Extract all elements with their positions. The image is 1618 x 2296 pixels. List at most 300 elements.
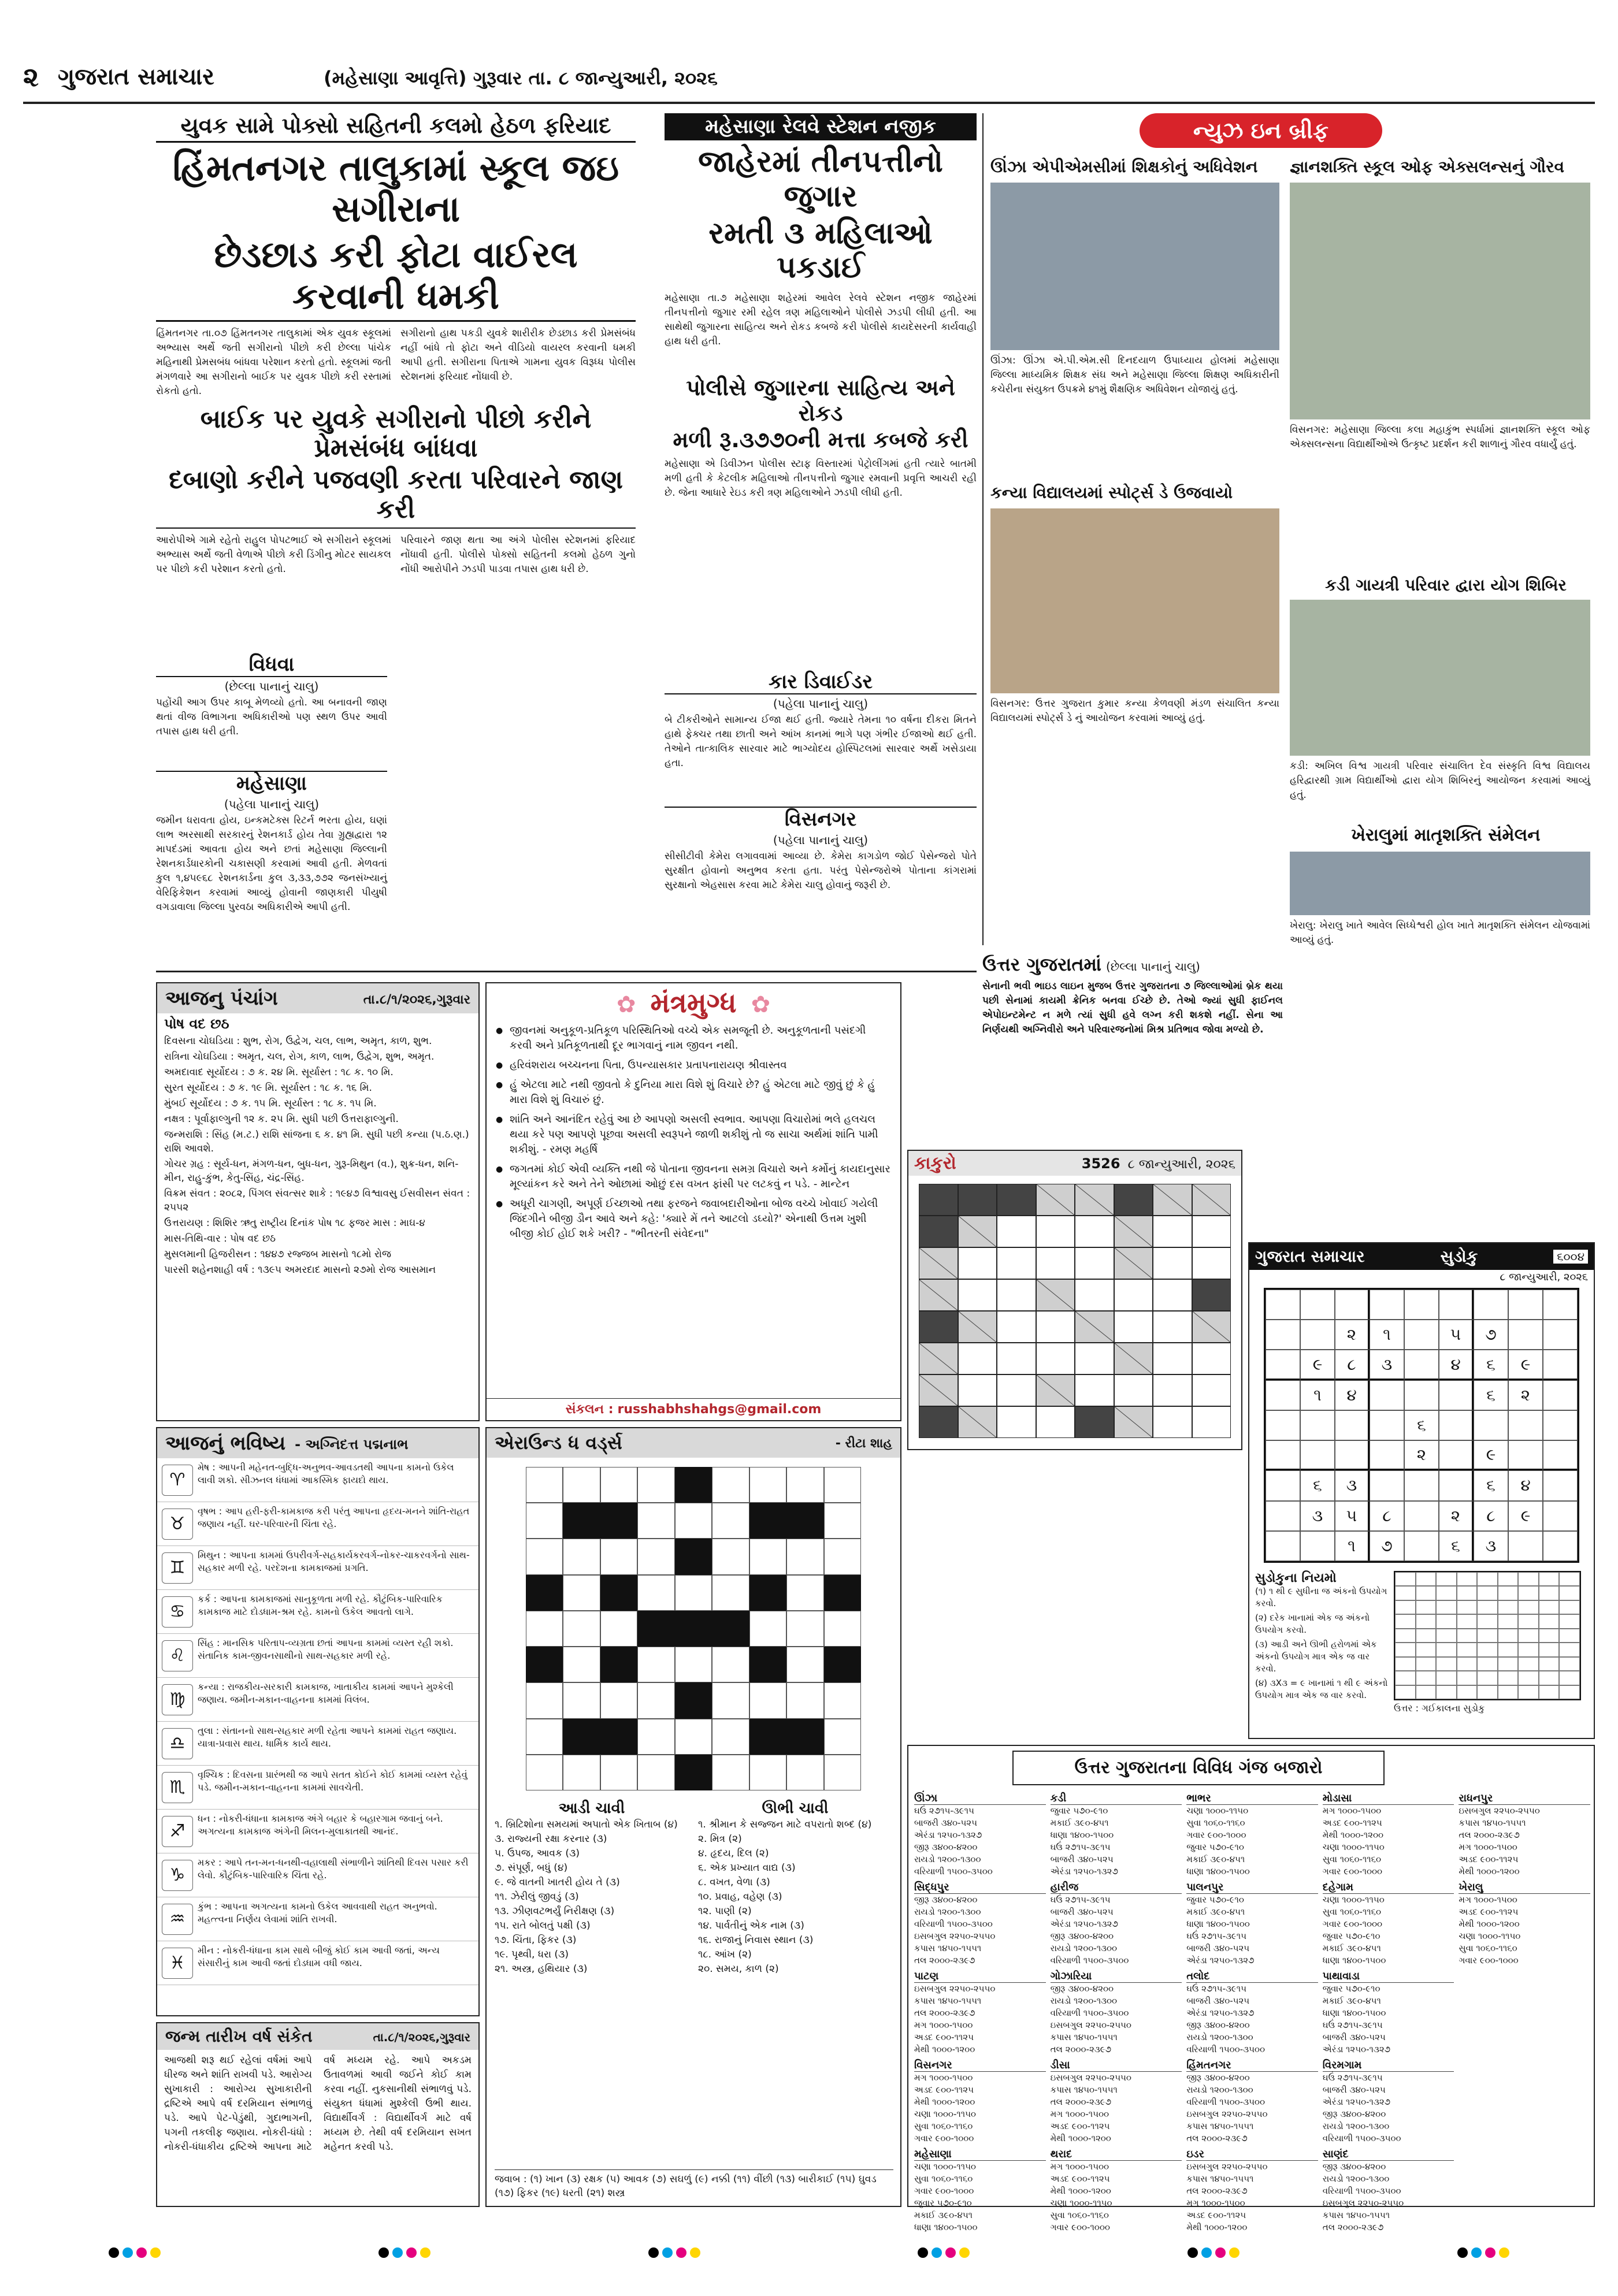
sudoku-answer-cell (1416, 1572, 1437, 1586)
crossword-cell (824, 1611, 861, 1647)
sudoku-answer-cell (1498, 1572, 1519, 1586)
color-dot (406, 2247, 417, 2258)
sudoku-cell (1404, 1470, 1439, 1500)
crossword-block (712, 1611, 749, 1647)
sudoku-answer-cell (1457, 1671, 1478, 1685)
kakuro-cell (997, 1311, 1036, 1343)
sudoku-cell (1508, 1410, 1543, 1440)
sudoku-cell: ૭ (1474, 1320, 1508, 1350)
crossword-block (600, 1503, 637, 1539)
sudoku-answer-cell (1457, 1572, 1478, 1586)
sudoku-cell: ૬ (1474, 1350, 1508, 1380)
market-rate: ઇસબગુલ ૨૨૫૦-૨૫૫૦ (914, 1931, 996, 1941)
around-title: એરાઉન્ડ ધ વર્ડ્સ (495, 1432, 622, 1454)
bullet-icon: ● (496, 1115, 503, 1124)
zodiac-icon: ♐ (162, 1816, 193, 1847)
market-rate: તલ ૨૦૦૦-૨૩૯૭ (1322, 2222, 1384, 2232)
crossword-cell (786, 1575, 823, 1611)
nib-title: ન્યુઝ ઇન બ્રીફ (1140, 113, 1382, 148)
sudoku-answer-cell (1416, 1600, 1437, 1614)
kakuro-clue-cell (1036, 1184, 1075, 1216)
sudoku-answer-cell (1559, 1600, 1580, 1614)
sudoku-cell (1543, 1350, 1578, 1380)
mantra-quote (496, 1197, 891, 1242)
horoscope-text: વૃશ્ચિક : દિવસના પ્રારંભથી જ આપે સતત કોઈને કોઈ કામમાં વ્યસ્ત રહેવું પડે. જમીન-મકાન-વાહનના કામમાં સાવચેતી. (198, 1769, 467, 1793)
panchang-line: અમદાવાદ સૂર્યોદય : ૭ ક. ૨૪ મિ. સૂર્યાસ્ત : ૧૮ ક. ૧૦ મિ. (164, 1067, 394, 1078)
market-rate: મેથી ૧૦૦૦-૧૨૦૦ (1459, 1919, 1520, 1929)
market-name: હિંમતનગર (1186, 2059, 1318, 2072)
market-rate: વરિયાળી ૧૫૦૦-૩૫૦૦ (914, 1919, 993, 1929)
sudoku-cell (1474, 1290, 1508, 1320)
kakuro-cell (958, 1343, 997, 1374)
market-name: હારીજ (1051, 1881, 1182, 1894)
nib-item5-head: ખેરાલુમાં માતૃશક્તિ સંમેલન (1351, 825, 1541, 845)
panchang-date: તા.૮/૧/૨૦૨૬,ગુરૂવાર (363, 993, 470, 1007)
clue-down: ૧૬. રાજાનું નિવાસ સ્થાન (૩) (698, 1934, 814, 1946)
masthead (23, 58, 1595, 98)
market-rate: જીરૂ ૩૪૦૦-૪૨૦૦ (1050, 1983, 1114, 1994)
kakuro-cell (997, 1216, 1036, 1247)
sudoku-cell (1508, 1320, 1543, 1350)
market-name: રાધનપુર (1459, 1792, 1590, 1805)
crossword-cell (637, 1682, 674, 1718)
crossword-block (675, 1682, 712, 1718)
market-rate: વરિયાળી ૧૫૦૦-૩૫૦૦ (1050, 1955, 1129, 1966)
mantra-quote-text: હરિવંશરાય બચ્ચનના પિતા, ઉપન્યાસકાર પ્રતાપનારાયણ શ્રીવાસ્તવ (510, 1059, 787, 1071)
market-rate: સુવા ૧૦૬૦-૧૧૬૦ (1459, 1943, 1517, 1953)
market-name: કડી (1051, 1792, 1182, 1805)
horoscope-text: મિથુન : આપના કામમાં ઉપરીવર્ગ-સહકાર્યકરવર્ગ-નોકર-ચાકરવર્ગનો સાથ-સહકાર મળી રહે. પરદેશના કામકાજમાં પ્રગતિ. (198, 1549, 470, 1573)
sudoku-answer-cell (1395, 1586, 1416, 1600)
crossword-cell (712, 1682, 749, 1718)
sudoku-answer-cell (1559, 1643, 1580, 1656)
market-rate: જુવાર ૫૭૦-૯૧૦ (1322, 1931, 1381, 1941)
sudoku-cell (1439, 1380, 1474, 1410)
sudoku-answer-cell (1559, 1586, 1580, 1600)
crossword-cell (824, 1682, 861, 1718)
color-dot (136, 2247, 147, 2258)
story-railway-gambling (665, 113, 977, 499)
market-rate: ચણા ૧૦૦૦-૧૧૫૦ (1322, 1842, 1385, 1852)
market-rate: જુવાર ૫૭૦-૯૧૦ (1186, 1842, 1244, 1852)
sudoku-cell (1543, 1470, 1578, 1500)
sudoku-cell: ૨ (1508, 1380, 1543, 1410)
market-rate: અડદ ૯૦૦-૧૧૨૫ (1459, 1907, 1519, 1917)
news-in-brief (982, 113, 1595, 945)
crossword-cell (675, 1719, 712, 1755)
market-rate: તલ ૨૦૦૦-૨૩૯૭ (1050, 2044, 1112, 2054)
crossword-cell (712, 1647, 749, 1682)
sudoku-answer-cell (1477, 1586, 1498, 1600)
market-rate: જીરૂ ૩૪૦૦-૪૨૦૦ (914, 1894, 978, 1905)
birthday-date: તા.૮/૧/૨૦૨૬,ગુરૂવાર (373, 2030, 470, 2044)
around-across-list (495, 1818, 689, 1977)
horoscope-row (157, 1502, 478, 1546)
sudoku-cell (1508, 1440, 1543, 1470)
color-dot (1229, 2247, 1240, 2258)
nib-item2-photo (1290, 183, 1590, 419)
sudoku-answer-cell (1498, 1614, 1519, 1628)
sudoku-cell: ૪ (1508, 1470, 1543, 1500)
market-rate: ઇસબગુલ ૨૨૫૦-૨૫૫૦ (914, 1983, 996, 1994)
ganj-columns (914, 1789, 1590, 2232)
market-rate: કપાસ ૧૪૫૦-૧૫૫૧ (1050, 2085, 1118, 2095)
sudoku-cell (1266, 1470, 1300, 1500)
color-dot (1215, 2247, 1226, 2258)
sudoku-rules (1255, 1585, 1388, 1701)
clue-down: ૬. એક પ્રખ્યાત વાદ્ય (૩) (698, 1862, 796, 1874)
crossword-cell (786, 1467, 823, 1503)
kakuro-clue-cell (919, 1374, 958, 1406)
crossword-cell (712, 1467, 749, 1503)
visnagar-cont: (પહેલા પાનાનું ચાલુ) (773, 833, 869, 847)
market-rate: ચણા ૧૦૦૦-૧૧૫૦ (1459, 1931, 1521, 1941)
story1-body-a: હિંમતનગર તા.૦૭ હિંમતનગર તાલુકામાં એક યુવક સ્કૂલમાં અભ્યાસ અર્થે જતી સગીરાનો પીછો કરી છેલ્લા પાંચેક મહિનાથી પ્રેમસબંધ બાંધવા પરેશાન કરતો હતો. સ્કૂલમાં જતી મંગળવારે આ સગીરાનો બાઈક પર યુવક પીછો કરી રસ્તામાં રોકતો હતો. (156, 327, 391, 397)
brand-name: ગુજરાત સમાચાર (58, 64, 214, 90)
crossword-cell (675, 1575, 712, 1611)
panchang-lines (157, 1034, 478, 1277)
kakuro-clue-cell (1114, 1216, 1153, 1247)
kakuro-cell (1075, 1279, 1114, 1311)
sudoku-answer-cell (1518, 1614, 1539, 1628)
market-name: મહેસાણા (914, 2148, 1046, 2161)
market-rate: કપાસ ૧૪૫૦-૧૫૫૧ (1186, 2174, 1254, 2184)
market-name: ગોઝારિયા (1051, 1970, 1182, 1983)
market-rate: ઘઉં ૨૭૧૫-૩૯૧૫ (1322, 2020, 1383, 2030)
sudoku-cell (1266, 1380, 1300, 1410)
sudoku-answer-cell (1498, 1685, 1519, 1699)
zodiac-icon: ♏ (162, 1772, 193, 1803)
sudoku-cell: ૬ (1474, 1380, 1508, 1410)
market-rate: ચણા ૧૦૦૦-૧૧૫૦ (1186, 1805, 1249, 1816)
bhavishya-list (157, 1458, 478, 1985)
kakuro-block (919, 1406, 958, 1438)
kakuro-clue-cell (958, 1311, 997, 1343)
market-rate: જીરૂ ૩૪૦૦-૪૨૦૦ (1322, 2161, 1386, 2172)
crossword-cell (563, 1682, 600, 1718)
sudoku-answer-cell (1395, 1685, 1416, 1699)
crossword-cell (675, 1647, 712, 1682)
sudoku-answer-cell (1518, 1657, 1539, 1671)
market-rate: વરિયાળી ૧૫૦૦-૩૫૦૦ (1050, 2008, 1129, 2018)
kakuro-cell (1075, 1343, 1114, 1374)
sudoku-cell (1370, 1380, 1404, 1410)
market-rate: અડદ ૯૦૦-૧૧૨૫ (914, 2032, 974, 2042)
nib-item3-body: વિસનગર: ઉત્તર ગુજરાત કુમાર કન્યા કેળવણી મંડળ સંચાલિત કન્યા વિદ્યાલયમાં સ્પોર્ટ્સ ડે નું આયોજન કરવામાં આવ્યું હતું. (990, 698, 1279, 724)
sudoku-cell: ૩ (1335, 1470, 1370, 1500)
birthday-body: આજથી શરૂ થઈ રહેલાં વર્ષમાં આપે ધીરજ અને શાંતિ રાખવી પડે. આરોગ્ય સુખાકારી : આરોગ્ય સુખાકારીની દ્રષ્ટિએ આપે વર્ષ દરમિયાન સંભાળવું પડે. આપે પેટ-પેડુંથી, ગુદાભાગની, પગની તકલીફ જણાય. નોકરી-ધંધો : નોકરી-ધંધાકીય દ્રષ્ટિએ આપના માટે વર્ષ મધ્યમ રહે. આપે અકડમ ઉતાવળમાં આવી જઈને કોઈ કામ કરવા નહીં. નુકસાનીથી સંભાળવું પડે. સંયુક્ત ધંધામાં મુશ્કેલી ઉભી થાય. વિદ્યાર્થીવર્ગ : વિદ્યાર્થીવર્ગ માટે વર્ષ મધ્યમ છે. તેથી વર્ષ દરમિયાન સખત મહેનત કરવી પડે. (164, 2054, 472, 2153)
car-cont: (પહેલા પાનાનું ચાલુ) (773, 697, 869, 711)
color-dot (109, 2247, 119, 2258)
color-dot (1499, 2247, 1509, 2258)
sudoku-answer-cell (1477, 1685, 1498, 1699)
market-name: પાટણ (914, 1970, 1046, 1983)
story2-kicker: મહેસાણા રેલવે સ્ટેશન નજીક (665, 113, 977, 140)
horoscope-row (157, 1590, 478, 1634)
sudoku-answer-cell (1436, 1657, 1457, 1671)
horoscope-row (157, 1853, 478, 1897)
sudoku-answer-cell (1416, 1586, 1437, 1600)
kakuro-clue-cell (919, 1279, 958, 1311)
zodiac-icon: ♈ (162, 1465, 193, 1496)
sudoku-answer-cell (1457, 1586, 1478, 1600)
market-rate: જીરૂ ૩૪૦૦-૪૨૦૦ (1050, 1931, 1114, 1941)
sudoku-answer-cell (1498, 1657, 1519, 1671)
kakuro-block (958, 1184, 997, 1216)
crossword-cell (563, 1647, 600, 1682)
story1-sub2: દબાણો કરીને પજવણી કરતા પરિવારને જાણ કરી (156, 466, 636, 529)
market-rate: ઘઉં ૨૭૧૫-૩૯૧૫ (1050, 1894, 1111, 1905)
kakuro-cell (1036, 1406, 1075, 1438)
sudoku-cell (1543, 1380, 1578, 1410)
clue-down: ૧૮. આંખ (૨) (698, 1949, 752, 1960)
clue-across: ૧૭. ચિંતા, ફિકર (૩) (495, 1934, 577, 1946)
market-rate: ગવાર ૯૦૦-૧૦૦૦ (1322, 1919, 1383, 1929)
market-name: તલોદ (1186, 1970, 1318, 1983)
color-dot (1201, 2247, 1212, 2258)
mahesana-cont: (પહેલા પાનાનું ચાલુ) (224, 797, 320, 811)
sudoku-answer-cell (1416, 1671, 1437, 1685)
market-name: વિરમગામ (1323, 2059, 1454, 2072)
market-name: સિદ્ધપુર (914, 1881, 1046, 1894)
market-rate: મેથી ૧૦૦૦-૧૨૦૦ (1186, 2222, 1248, 2232)
sudoku-answer-cell (1539, 1629, 1560, 1643)
crossword-cell (600, 1755, 637, 1790)
crossword-block (749, 1503, 786, 1539)
market-rate: બાજરી ૩૪૦-૫૨૫ (1050, 1854, 1114, 1864)
story2-headline2: રમતી ૩ મહિલાઓ પકડાઈ (708, 216, 933, 285)
uttar-gujarat-title: ઉત્તર ગુજરાતમાં (982, 953, 1101, 975)
ganj-box (907, 1745, 1595, 2232)
zodiac-icon: ♒ (162, 1904, 193, 1935)
sudoku-cell (1404, 1350, 1439, 1380)
market-rate: કપાસ ૧૪૫૦-૧૫૫૧ (914, 1996, 982, 2006)
sudoku-answer-cell (1457, 1600, 1478, 1614)
market-rate: વરિયાળી ૧૫૦૦-૩૫૦૦ (914, 1866, 993, 1877)
crossword-cell (675, 1503, 712, 1539)
market-rate: જુવાર ૫૭૦-૯૧૦ (1186, 1894, 1244, 1905)
market-rate: એરંડા ૧૨૫૦-૧૩૨૭ (1050, 1866, 1118, 1877)
sudoku-answer-cell (1539, 1671, 1560, 1685)
crossword-cell (786, 1647, 823, 1682)
color-dot (932, 2247, 942, 2258)
market-rate: ગવાર ૯૦૦-૧૦૦૦ (1459, 1955, 1519, 1966)
color-dot (420, 2247, 431, 2258)
sudoku-answer-cell (1518, 1685, 1539, 1699)
market-rate: મગ ૧૦૦૦-૧૫૦૦ (1459, 1894, 1517, 1905)
crossword-cell (526, 1467, 563, 1503)
mantra-footer-email: russhabhshahgs@gmail.com (617, 1402, 822, 1417)
market-rate: કપાસ ૧૪૫૦-૧૫૫૧ (1050, 2032, 1118, 2042)
sudoku-cell: ૪ (1335, 1380, 1370, 1410)
sudoku-cell (1300, 1531, 1335, 1561)
kakuro-cell (1153, 1247, 1192, 1279)
sudoku-answer-cell (1477, 1671, 1498, 1685)
market-rate: જીરૂ ૩૪૦૦-૪૨૦૦ (914, 1842, 978, 1852)
horoscope-text: વૃષભ : આપ હરી-ફરી-કામકાજ કરી પરંતુ આપના હૃદય-મનને શાંતિ-રાહત જણાય નહીં. ઘર-પરિવારની ચિંતા રહે. (198, 1505, 470, 1529)
sudoku-cell: ૬ (1300, 1470, 1335, 1500)
crossword-cell (600, 1539, 637, 1574)
nib-item2-head: જ્ઞાનશક્તિ સ્કૂલ ઓફ એક્સલન્સનું ગૌરવ (1290, 157, 1565, 176)
crossword-cell (712, 1755, 749, 1790)
sudoku-cell (1543, 1320, 1578, 1350)
crossword-block (786, 1503, 823, 1539)
sudoku-cell: ૬ (1474, 1470, 1508, 1500)
mahesana-body: જમીન ધરાવતા હોય, ઇન્કમટેક્સ રિટર્ન ભરતા હોય, ઘણાં લાભ અરસાથી સરકારનું રેશનકાર્ડ હોય તેવા ગ્રુહ્યદ્વારા ૧૨ માપદંડમાં આવતા હોય અને છતાં મહેસાણા જિલ્લાની રેશનકાર્ડધારકોની ચકાસણી કરવામાં આવી હતી. મેળવતાં કુલ ૧,૪૫૯૬૮ રેશનકાર્ડના કુલ ૩,૩૩,૭૭૨ જનસંખ્યાનું વેરિફિકેશન કરવામાં આવ્યું હોવાની જાણકારી પીયુષી વગડાવાલા જિલ્લા પુરવઠા અધિકારીએ આપી હતી. (156, 815, 387, 913)
market-rate: મગ ૧૦૦૦-૧૫૦૦ (1322, 1805, 1382, 1816)
sudoku-answer-cell (1559, 1671, 1580, 1685)
sudoku-cell (1370, 1470, 1404, 1500)
nib-item4-head: કડી ગાયત્રી પરિવાર દ્વારા યોગ શિબિર (1325, 575, 1567, 595)
crossword-block (749, 1647, 786, 1682)
clue-across: ૫. ઉપજ, આવક (૩) (495, 1848, 580, 1859)
crossword-cell (637, 1719, 674, 1755)
market-rate: મકાઈ ૩૯૦-૪૫૧ (914, 2210, 973, 2220)
edition-date: (મહેસાણા આવૃત્તિ) ગુરૂવાર તા. ૮ જાન્યુઆરી, ૨૦૨૬ (324, 67, 718, 89)
market-rate: મકાઈ ૩૯૦-૪૫૧ (1186, 1907, 1245, 1917)
market-name: પાથાવાડા (1323, 1970, 1454, 1983)
mahesana-title: મહેસાણા (156, 771, 387, 795)
market-rate: મગ ૧૦૦૦-૧૫૦૦ (914, 2020, 973, 2030)
sudoku-answer-cell (1395, 1600, 1416, 1614)
sudoku-answer-cell (1518, 1643, 1539, 1656)
kakuro-cell (1153, 1216, 1192, 1247)
sudoku-cell (1370, 1290, 1404, 1320)
sudoku-brand: ગુજરાત સમાચાર (1255, 1247, 1365, 1266)
sudoku-answer-cell (1498, 1671, 1519, 1685)
crossword-cell (824, 1719, 861, 1755)
zodiac-icon: ♎ (162, 1728, 193, 1759)
mantra-quote-text: શાંતિ અને આનંદિત રહેવું આ છે આપણો અસલી સ્વભાવ. આપણા વિચારોમાં ભલે હલચલ થયા કરે પણ આપણે પૂછવા અસલી સ્વરૂપને જાળી શકીશું તો જ સાચા અર્થમાં શાંતિ પામી શકીશું. - રમણ મહર્ષિ (510, 1113, 878, 1156)
crossword-cell (637, 1755, 674, 1790)
clue-down: ૧૨. પાણી (૨) (698, 1905, 752, 1917)
sudoku-cell: ૩ (1300, 1501, 1335, 1531)
sudoku-answer-cell (1539, 1643, 1560, 1656)
crossword-cell (712, 1503, 749, 1539)
story1-body-b: સગીરાનો હાથ પકડી યુવકે શારીરીક છેડછાડ કરી પ્રેમસંબંધ નહીં બાંધે તો ફોટા અને વીડિયો વાયરલ કરવાની ધમકી આપી હતી. સગીરાના પિતાએ ગામના યુવક વિરૂધ્ધ પોલીસ સ્ટેશનમાં ફરિયાદ નોંધાવી છે. (400, 327, 636, 382)
sudoku-number: ૬૦૦૪ (1553, 1250, 1588, 1264)
sudoku-answer-cell (1498, 1643, 1519, 1656)
around-across-title: આડી ચાવી (558, 1800, 625, 1817)
sudoku-cell (1335, 1440, 1370, 1470)
market-rate: જુવાર ૫૭૦-૯૧૦ (1050, 1805, 1108, 1816)
sudoku-answer-cell (1457, 1614, 1478, 1628)
panchang-box (156, 982, 480, 1421)
bullet-icon: ● (496, 1026, 503, 1035)
crossword-cell (749, 1467, 786, 1503)
nib-item4-body: કડી: અખિલ વિશ્વ ગાયત્રી પરિવાર સંચાલિત દેવ સંસ્કૃતિ વિશ્વ વિદ્યાલય હરિદ્વારથી ગ્રામ વિદ્યાર્થીઓ દ્વારા યોગ શિબિરનું આયોજન કરવામાં આવ્યું હતું. (1290, 760, 1590, 801)
color-dot (1485, 2247, 1495, 2258)
nib-item3-head: કન્યા વિદ્યાલયમાં સ્પોર્ટ્સ ડે ઉજવાયો (990, 483, 1233, 502)
kakuro-block (919, 1216, 958, 1247)
sudoku-cell: ૧ (1335, 1531, 1370, 1561)
story1-sub1: બાઈક પર યુવકે સગીરાનો પીછો કરીને પ્રેમસંબંધ બાંધવા (200, 404, 592, 463)
ganj-column (914, 1789, 1046, 2232)
car-body: બે ટીકરીઓને સામાન્ય ઈજા થઈ હતી. જ્યારે તેમના ૧૦ વર્ષના દીકરા મિતને હાથે ફેક્ચર તથા છાતી અને આંખ કાનમાં ભાગે પણ ગંભીર ઈજાઓ થઈ હતી. તેઓને તાત્કાલિક સારવાર માટે ભાગ્યોદય હોસ્પિટલમાં સારવાર અર્થે ખસેડાયા હતા. (665, 714, 977, 769)
crossword-block (675, 1755, 712, 1790)
crossword-block (526, 1647, 563, 1682)
sudoku-answer-label: ઉત્તર : ગઈકાલના સુડોકુ (1394, 1703, 1485, 1714)
sudoku-cell: ૩ (1474, 1531, 1508, 1561)
market-rate: ઘઉં ૨૭૧૫-૩૯૧૫ (1186, 1931, 1247, 1941)
crossword-block (600, 1719, 637, 1755)
market-rate: ગવાર ૯૦૦-૧૦૦૦ (914, 2186, 974, 2196)
around-answers: જવાબ : (૧) ખાન (૩) રક્ષક (૫) આવક (૭) સઘળું (૯) નક્કી (૧૧) વીંછી (૧૩) બારીકાઈ (૧૫) ઘુવડ (૧૭) ફિકર (૧૯) ધરતી (૨૧) શસ્ત્ર (495, 2169, 893, 2200)
kakuro-cell (1153, 1279, 1192, 1311)
sudoku-answer-cell (1498, 1629, 1519, 1643)
market-rate: ધાણા ૧૪૦૦-૧૫૦૦ (1186, 1919, 1250, 1929)
kakuro-cell (1036, 1216, 1075, 1247)
sudoku-answer-cell (1539, 1657, 1560, 1671)
panchang-month: પોષ વદ છઠ (164, 1016, 229, 1032)
market-rate: વરિયાળી ૧૫૦૦-૩૫૦૦ (1322, 2186, 1401, 2196)
kakuro-cell (1036, 1343, 1075, 1374)
sudoku-grid (1264, 1288, 1579, 1563)
sudoku-answer-cell (1477, 1614, 1498, 1628)
nib-item5-photo (1290, 852, 1590, 915)
market-rate: ગવાર ૯૦૦-૧૦૦૦ (914, 2133, 974, 2143)
sudoku-title: સુડોકુ (1440, 1247, 1478, 1266)
kakuro-clue-cell (1192, 1184, 1231, 1216)
sudoku-answer-cell (1416, 1614, 1437, 1628)
kakuro-block (1192, 1279, 1231, 1311)
market-rate: ઘઉં ૨૭૧૫-૩૯૧૫ (1050, 1842, 1111, 1852)
horoscope-text: કન્યા : રાજકીય-સરકારી કામકાજ, ખાતાકીય કામમાં આપને મુશ્કેલી જણાય. જમીન-મકાન-વાહનના કામમાં વિલંબ. (198, 1681, 454, 1705)
color-dot (959, 2247, 970, 2258)
crossword-cell (526, 1755, 563, 1790)
panchang-line: રાત્રિના ચોઘડિયા : અમૃત, ચલ, રોગ, કાળ, લાભ, ઉદ્વેગ, શુભ, અમૃત. (164, 1051, 435, 1062)
sudoku-cell (1266, 1440, 1300, 1470)
market-rate: એરંડા ૧૨૫૦-૧૩૨૭ (914, 1830, 982, 1840)
market-rate: અડદ ૯૦૦-૧૧૨૫ (914, 2085, 974, 2095)
market-rate: ઘઉં ૨૭૧૫-૩૯૧૫ (914, 1805, 974, 1816)
sudoku-answer-cell (1436, 1671, 1457, 1685)
around-grid (526, 1467, 861, 1790)
kakuro-block (997, 1184, 1036, 1216)
sudoku-answer-cell (1457, 1643, 1478, 1656)
market-rate: મેથી ૧૦૦૦-૧૨૦૦ (1322, 1830, 1384, 1840)
crossword-block (675, 1539, 712, 1574)
story2-sub1: પોલીસે જુગારના સાહિત્ય અને રોકડ (686, 375, 955, 426)
sudoku-answer-cell (1498, 1600, 1519, 1614)
sudoku-cell (1474, 1410, 1508, 1440)
color-dot (392, 2247, 403, 2258)
nib-item5-body: ખેરાલુ: ખેરાલુ ખાતે આવેલ સિધ્ધેશ્વરી હોલ ખાતે માતૃશક્તિ સંમેલન યોજવામાં આવ્યું હતું. (1290, 920, 1590, 946)
sudoku-cell (1543, 1531, 1578, 1561)
market-name: સાણંદ (1323, 2148, 1454, 2161)
kakuro-cell (1114, 1279, 1153, 1311)
kakuro-clue-cell (958, 1406, 997, 1438)
kakuro-block (1114, 1184, 1153, 1216)
clue-down: ૮. વખત, વેળા (૩) (698, 1877, 770, 1888)
sudoku-cell (1543, 1290, 1578, 1320)
sudoku-answer-cell (1395, 1657, 1416, 1671)
horoscope-text: સિંહ : માનસિક પરિતાપ-વ્યગ્રતા છતાં આપના કામમાં વ્યસ્ત રહી શકો. સંતાનિક કામ-જીવનસાથીનો સાથ-સહકાર મળી રહે. (198, 1637, 454, 1661)
market-rate: રાયડો ૧૨૦૦-૧૩૦૦ (1186, 2032, 1253, 2042)
panchang-line: વિક્રમ સંવત : ૨૦૮૨, પિંગલ સંવત્સર શાકે : ૧૯૪૭ વિશ્વાવસુ ઈસવીસન સંવત : ૨૫૫૨ (164, 1188, 470, 1213)
market-rate: સુવા ૧૦૬૦-૧૧૬૦ (1050, 2210, 1109, 2220)
sudoku-answer-cell (1539, 1600, 1560, 1614)
clue-across: ૧૯. પૃથ્વી, ધરા (૩) (495, 1949, 569, 1960)
kakuro-cell (958, 1247, 997, 1279)
market-rate: ઇસબગુલ ૨૨૫૦-૨૫૫૦ (1186, 2161, 1268, 2172)
sudoku-answer-cell (1518, 1629, 1539, 1643)
horoscope-text: મકર : આપે તન-મન-ધનથી-વહાલાથી સંભાળીને શાંતિથી દિવસ પસાર કરી લેવો. કૌટુંબિક-પારિવારિક ચિંતા રહે. (198, 1856, 469, 1881)
clue-across: ૩. રાજ્યની રક્ષા કરનાર (૩) (495, 1833, 607, 1845)
mantra-quote (496, 1112, 891, 1157)
crossword-cell (526, 1539, 563, 1574)
market-rate: રાયડો ૧૨૦૦-૧૩૦૦ (914, 1854, 981, 1864)
